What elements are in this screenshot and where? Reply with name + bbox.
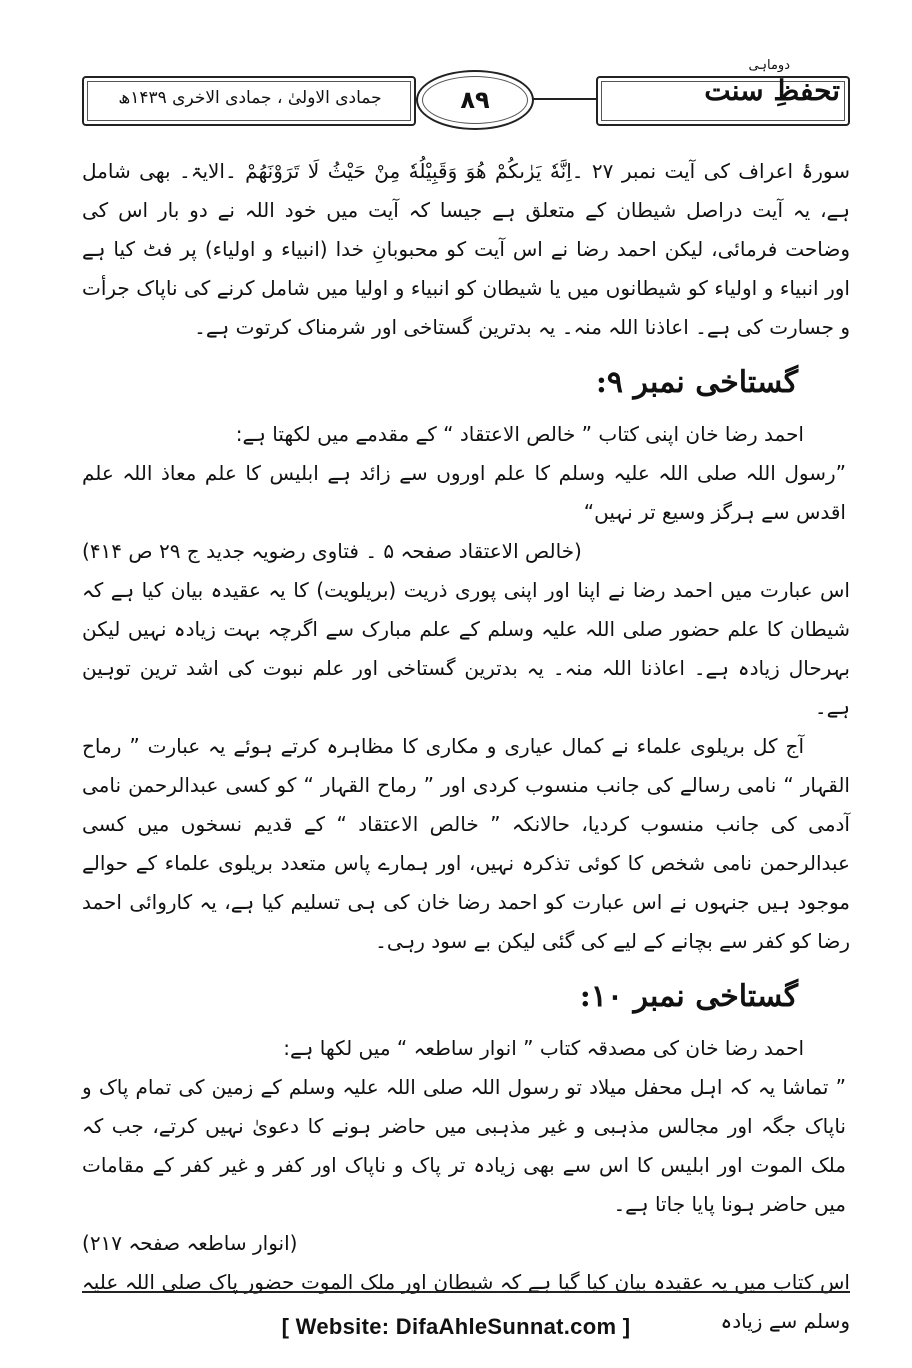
paragraph-rimah-ul-qahhar: آج کل بریلوی علماء نے کمال عیاری و مکاری کا مظاہرہ کرتے ہوئے یہ عبارت ” رماح القہار “ نامی رسالے کی جانب منسوب کردی اور ” رماح القہار “ کو کسی عبدالرحمن نامی آدمی کی جانب منسوب کردیا، حالانکہ ” خالص الاعتقاد “ کے قدیم نسخوں میں کسی عبدالرحمن نامی شخص کا کوئی تذکرہ نہیں، اور ہمارے پاس متعدد بریلوی علماء کے حوالے موجود ہیں جنہوں نے اس عبارت کو احمد رضا خان کی ہی تسلیم کیا ہے، یہ کاروائی احمد رضا کو کفر سے بچانے کے لیے کی گئی لیکن بے سود رہی۔ (82, 734, 850, 953)
page-number-oval (416, 70, 534, 130)
website-link[interactable]: [ Website: DifaAhleSunnat.com ] (281, 1314, 631, 1339)
magazine-title: تحفظِ سنت (704, 74, 840, 107)
quote-khalis-ul-itiqad: ”رسول اللہ صلی اللہ علیہ وسلم کا علم اوروں سے زائد ہے ابلیس کا علم معاذ اللہ علم اقدس سے ہرگز وسیع تر نہیں“ (82, 461, 846, 524)
heading-gustakhi-10: گستاخی نمبر ۱۰: (579, 979, 798, 1014)
reference-anwar: (انوار ساطعہ صفحہ ۲۱۷) (82, 1231, 298, 1255)
issue-date: جمادی الاولیٰ ، جمادی الاخری ۱۴۳۹ھ (118, 88, 382, 108)
quote-anwar-satia: ” تماشا یہ کہ اہل محفل میلاد تو رسول اللہ صلی اللہ علیہ وسلم کے زمین کی تمام پاک و ناپاک جگہ اور مجالس مذہبی و غیر مذہبی میں حاضر ہونے کا دعویٰ نہیں کرتے، جب کہ ملک الموت اور ابلیس کا اس سے بھی زیادہ تر پاک و ناپاک اور کفر و غیر کفر کے مقامات میں حاضر ہونا پایا جاتا ہے۔ (82, 1075, 846, 1216)
page-header (82, 58, 850, 140)
reference-khalis: (خالص الاعتقاد صفحہ ۵ ۔ فتاوی رضویہ جدید ج ۲۹ ص ۴۱۴) (82, 539, 582, 563)
page-number: ۸۹ (422, 76, 528, 124)
paragraph-anwar-intro: احمد رضا خان کی مصدقہ کتاب ” انوار ساطعہ “ میں لکھا ہے: (283, 1036, 804, 1060)
paragraph-aqeedah: اس کتاب میں یہ عقیدہ بیان کیا گیا ہے کہ شیطان اور ملک الموت حضور پاک صلی اللہ علیہ وسلم سے زیادہ (82, 1270, 850, 1333)
magazine-subtitle: دوماہی (748, 58, 790, 73)
paragraph-surah-araf: سورۂ اعراف کی آیت نمبر ۲۷ ۔اِنَّهٗ يَرٰىكُمْ هُوَ وَقَبِيْلُهٗ مِنْ حَيْثُ لَا تَرَوْنَهُمْ ۔الایۃ۔ بھی شامل ہے، یہ آیت دراصل شیطان کے متعلق ہے جیسا کہ آیت میں خود اللہ نے دو بار اس کی وضاحت فرمائی، لیکن احمد رضا نے اس آیت کو محبوبانِ خدا (انبیاء و اولیاء) پر فٹ کیا ہے اور انبیاء و اولیاء کو شیطانوں میں یا شیطان کو انبیاء و اولیا میں شامل کرنے کی ناپاک جرأت و جسارت کی ہے۔ اعاذنا اللہ منہ۔ یہ بدترین گستاخی اور شرمناک کرتوت ہے۔ (82, 159, 850, 339)
paragraph-ibarat-explanation: اس عبارت میں احمد رضا نے اپنا اور اپنی پوری ذریت (بریلویت) کا یہ عقیدہ بیان کیا ہے کہ شیطان کا علم حضور صلی اللہ علیہ وسلم کے علم مبارک سے اگرچہ بہت زیادہ نہیں لیکن بہرحال زیادہ ہے۔ اعاذنا اللہ منہ۔ یہ بدترین گستاخی اور علم نبوت کی اشد ترین توہین ہے۔ (82, 578, 850, 719)
paragraph-khalis-intro: احمد رضا خان اپنی کتاب ” خالص الاعتقاد “ کے مقدمے میں لکھتا ہے: (235, 422, 804, 446)
heading-gustakhi-9: گستاخی نمبر ۹: (595, 365, 798, 400)
page-body (82, 152, 850, 1341)
footer-rule (82, 1291, 850, 1293)
